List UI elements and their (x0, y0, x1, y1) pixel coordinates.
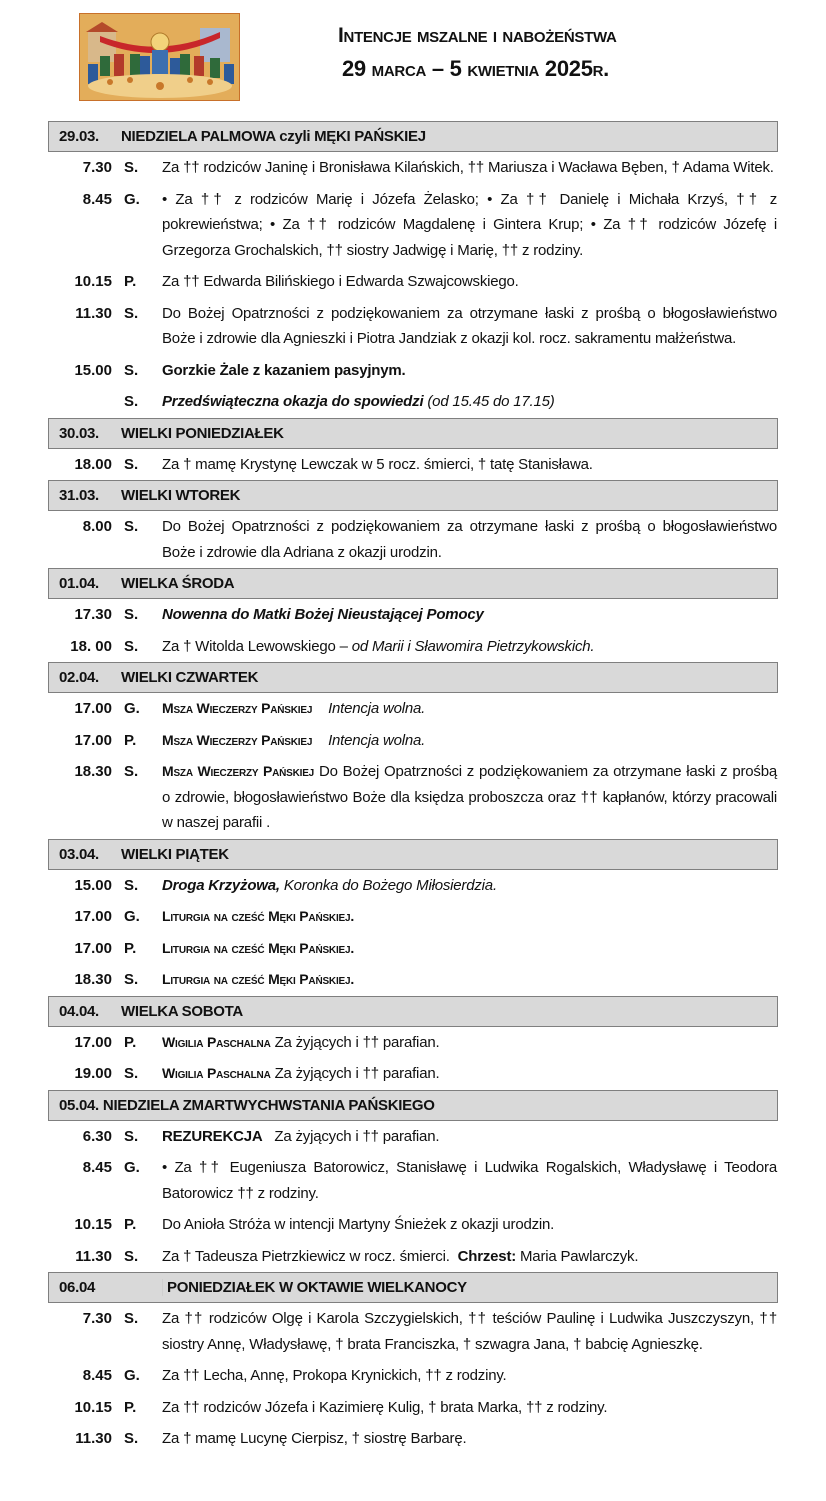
mass-row (48, 184, 778, 267)
mass-row (48, 1241, 778, 1273)
mass-row (48, 1209, 778, 1241)
mass-intention (162, 155, 778, 181)
intention-text: • Za †† z rodziców Marię i Józefa Żelasko; • Za †† Danielę i Michała Krzyś, †† z pokrewieństwa; • Za †† rodziców Magdalenę i Gintera Krup; • Za †† rodziców Józefę i Grzegorza Grochalskich, †† siostry Jadwigę i Marię, †† z rodziny. (162, 190, 777, 259)
mass-time: 8.45 (82, 1367, 112, 1384)
mass-row (48, 1303, 778, 1360)
baptism-label: Chrzest: (457, 1247, 517, 1265)
day-header (48, 662, 778, 693)
day-header (48, 996, 778, 1027)
mass-time: 8.45 (82, 1159, 112, 1176)
mass-place: S. (124, 304, 139, 322)
mass-intention (162, 1306, 778, 1357)
mass-place: S. (124, 455, 139, 473)
mass-intention (162, 967, 778, 993)
mass-place: P. (124, 1033, 137, 1051)
mass-time: 6.30 (82, 1127, 112, 1145)
mass-place: G. (124, 190, 140, 208)
day-header (48, 1272, 778, 1303)
mass-row (48, 599, 778, 631)
mass-time: 18.00 (74, 455, 112, 473)
mass-row (48, 449, 778, 481)
day-date: 03.04. (59, 845, 99, 863)
mass-time: 17.30 (74, 606, 112, 623)
mass-place: P. (124, 939, 137, 957)
intention-text: Do Bożej Opatrzności z podziękowaniem za otrzymane łaski z prośbą o zdrowie, błogosławieństwo Boże dla księdza proboszcza oraz †† kapłanów, którzy pracowali w naszej parafii . (162, 763, 778, 831)
mass-intention (162, 904, 778, 930)
mass-place: S. (124, 763, 139, 780)
day-header (48, 418, 778, 449)
mass-row (48, 511, 778, 568)
day-name: NIEDZIELA ZMARTWYCHWSTANIA PAŃSKIEGO (102, 1096, 435, 1114)
intention-text: Za † Tadeusza Pietrzkiewicz w rocz. śmierci. (162, 1247, 450, 1265)
mass-place: S. (124, 1247, 139, 1265)
liturgy-title: Liturgia na cześć Męki Pańskiej. (162, 939, 355, 956)
mass-intention (162, 1124, 778, 1150)
intention-italic: Intencja wolna. (328, 700, 426, 717)
intention-text: Za †† Edwarda Bilińskiego i Edwarda Szwajcowskiego. (162, 273, 519, 290)
mass-intention (162, 1061, 778, 1087)
mass-time: 11.30 (75, 1247, 112, 1265)
intention-text: Za †† Lecha, Annę, Prokopa Krynickich, †† z rodziny. (162, 1367, 507, 1384)
mass-place: P. (124, 1398, 137, 1416)
page-title (338, 24, 778, 82)
mass-time: 17.00 (74, 939, 112, 957)
intention-text: Za † mamę Lucynę Cierpisz, † siostrę Barbarę. (162, 1430, 467, 1447)
mass-place: S. (124, 1127, 139, 1145)
intention-text: Za żyjących i †† parafian. (274, 1065, 440, 1082)
day-name: WIELKA ŚRODA (121, 575, 235, 592)
mass-intention (162, 358, 778, 384)
day-date: 05.04. (59, 1096, 99, 1114)
liturgy-title: Liturgia na cześć Męki Pańskiej. (162, 908, 355, 924)
intention-text: Do Bożej Opatrzności z podziękowaniem za otrzymane łaski z prośbą o błogosławieństwo Boże i zdrowie dla Adriana z okazji urodzin. (162, 518, 777, 561)
mass-intention (162, 728, 778, 754)
liturgy-title: Msza Wieczerzy Pańskiej (162, 700, 313, 716)
mass-place: S. (124, 1065, 139, 1082)
day-date: 02.04. (59, 669, 99, 686)
mass-time: 10.15 (74, 1398, 112, 1416)
mass-intention (162, 1030, 778, 1056)
intention-text: Do Bożej Opatrzności z podziękowaniem za otrzymane łaski z prośbą o błogosławieństwo Boże i zdrowie dla Agnieszki i Piotra Jandziak z okazji kol. rocz. sakramentu małżeństwa. (162, 304, 777, 347)
intention-text: Za †† rodziców Olgę i Karola Szczygielskich, †† teściów Paulinę i Ludwika Juszczyszyn, †† siostry Annę, Władysławę, † brata Franciszka, † szwagra Jana, † babcię Agnieszkę. (162, 1310, 777, 1353)
mass-time: 17.00 (74, 700, 112, 717)
mass-time: 10.15 (74, 273, 112, 290)
baptism-name: Maria Pawlarczyk. (516, 1247, 639, 1265)
day-date: 29.03. (59, 128, 99, 145)
mass-place: S. (124, 606, 139, 623)
mass-time: 7.30 (82, 1310, 112, 1327)
mass-row (48, 1121, 778, 1153)
day-date: 30.03. (59, 424, 99, 442)
intention-text: • Za †† Eugeniusza Batorowicz, Stanisławę i Ludwika Rogalskich, Władysławę i Teodora Batorowicz †† z rodziny. (162, 1159, 777, 1202)
bold-italic-title: Droga Krzyżowa, (162, 876, 280, 894)
title-line-2: 29 marca – 5 kwietnia 2025r. (342, 56, 609, 81)
last-supper-icon-image (79, 13, 240, 101)
mass-place: G. (124, 700, 140, 717)
mass-schedule (48, 121, 778, 1455)
mass-time: 18.30 (74, 763, 112, 780)
intention-text: Za † Witolda Lewowskiego – (162, 637, 352, 655)
mass-intention (162, 452, 778, 478)
mass-intention (162, 301, 778, 352)
liturgy-title: Liturgia na cześć Męki Pańskiej. (162, 971, 355, 987)
mass-row (48, 355, 778, 387)
mass-place: G. (124, 1159, 140, 1176)
day-header (48, 480, 778, 511)
mass-place: S. (124, 971, 139, 988)
mass-row (48, 266, 778, 298)
mass-intention (162, 1363, 778, 1389)
intention-text: Za żyjących i †† parafian. (274, 1127, 440, 1145)
mass-place: G. (124, 908, 140, 925)
mass-time: 11.30 (75, 304, 112, 322)
mass-intention (162, 269, 778, 295)
mass-time: 18.30 (74, 971, 112, 988)
mass-row (48, 152, 778, 184)
bold-italic-title: Przedświąteczna okazja do spowiedzi (162, 393, 424, 410)
intention-text: Do Anioła Stróża w intencji Martyny Śnieżek z okazji urodzin. (162, 1216, 555, 1233)
mass-time: 8.45 (82, 190, 112, 208)
mass-place: P. (124, 1216, 137, 1233)
mass-row (48, 1392, 778, 1424)
page-header (0, 0, 826, 115)
intention-text: Za †† rodziców Józefa i Kazimierę Kulig, † brata Marka, †† z rodziny. (162, 1398, 608, 1416)
day-name: WIELKA SOBOTA (121, 1002, 243, 1020)
day-header (48, 839, 778, 870)
mass-time: 17.00 (74, 1033, 112, 1051)
day-header (48, 121, 778, 152)
day-date: 31.03. (59, 487, 99, 504)
mass-row (48, 386, 778, 418)
intention-text: Za żyjących i †† parafian. (274, 1033, 440, 1051)
bold-title: REZUREKCJA (162, 1127, 263, 1145)
day-name: WIELKI CZWARTEK (121, 669, 259, 686)
mass-time: 17.00 (74, 908, 112, 925)
day-name: WIELKI PONIEDZIAŁEK (121, 424, 284, 442)
intention-italic: od Marii i Sławomira Pietrzykowskich. (351, 637, 595, 655)
mass-intention (162, 1395, 778, 1421)
mass-row (48, 1058, 778, 1090)
bold-italic-title: Nowenna do Matki Bożej Nieustającej Pomocy (162, 606, 484, 623)
title-line-1: Intencje mszalne i nabożeństwa (338, 24, 617, 47)
mass-intention (162, 514, 778, 565)
mass-time: 7.30 (82, 159, 112, 176)
mass-place: S. (124, 518, 139, 535)
intention-italic: (od 15.45 do 17.15) (423, 393, 555, 410)
mass-time: 15.00 (74, 361, 112, 379)
mass-row (48, 693, 778, 725)
mass-intention (162, 389, 778, 415)
mass-time: 19.00 (74, 1065, 112, 1082)
bold-title: Gorzkie Żale z kazaniem pasyjnym. (162, 361, 406, 379)
mass-intention (162, 1155, 778, 1206)
intention-text: Za † mamę Krystynę Lewczak w 5 rocz. śmierci, † tatę Stanisława. (162, 455, 593, 473)
mass-intention (162, 1244, 778, 1270)
mass-place: P. (124, 731, 137, 749)
mass-intention (162, 602, 778, 628)
mass-intention (162, 1212, 778, 1238)
mass-place: S. (124, 1310, 139, 1327)
mass-intention (162, 187, 778, 264)
mass-row (48, 1152, 778, 1209)
mass-time: 10.15 (74, 1216, 112, 1233)
liturgy-title: Wigilia Paschalna (162, 1033, 271, 1050)
mass-time: 8.00 (82, 518, 112, 535)
mass-row (48, 725, 778, 757)
day-date: 04.04. (59, 1002, 99, 1020)
day-date: 01.04. (59, 575, 99, 592)
day-name: WIELKI WTOREK (121, 487, 241, 504)
mass-row (48, 1027, 778, 1059)
mass-place: G. (124, 1367, 140, 1384)
mass-row (48, 933, 778, 965)
day-name: NIEDZIELA PALMOWA czyli MĘKI PAŃSKIEJ (121, 128, 426, 145)
mass-place: S. (124, 159, 139, 176)
liturgy-title: Msza Wieczerzy Pańskiej (162, 731, 313, 748)
day-header (48, 568, 778, 599)
mass-row (48, 964, 778, 996)
mass-time: 17.00 (74, 731, 112, 749)
mass-time: 18. 00 (70, 637, 112, 655)
mass-place: S. (124, 393, 139, 410)
mass-intention (162, 1426, 778, 1452)
mass-intention (162, 759, 778, 836)
day-header (48, 1090, 778, 1121)
mass-place: P. (124, 273, 137, 290)
mass-row (48, 631, 778, 663)
intention-italic: Koronka do Bożego Miłosierdzia. (279, 876, 497, 894)
last-supper-illustration (80, 14, 240, 101)
day-name: PONIEDZIAŁEK W OKTAWIE WIELKANOCY (167, 1279, 467, 1296)
intention-text: Za †† rodziców Janinę i Bronisława Kilańskich, †† Mariusza i Wacława Bęben, † Adama Witek. (162, 159, 774, 176)
mass-intention (162, 873, 778, 899)
mass-place: S. (124, 361, 139, 379)
mass-row (48, 870, 778, 902)
liturgy-title: Wigilia Paschalna (162, 1065, 271, 1081)
mass-row (48, 1423, 778, 1455)
liturgy-title: Msza Wieczerzy Pańskiej (162, 763, 315, 779)
intention-italic: Intencja wolna. (328, 731, 426, 749)
mass-intention (162, 634, 778, 660)
mass-row (48, 1360, 778, 1392)
mass-time: 15.00 (74, 876, 112, 894)
mass-intention (162, 936, 778, 962)
mass-row (48, 756, 778, 839)
day-name: WIELKI PIĄTEK (121, 845, 229, 863)
day-date: 06.04 (49, 1279, 163, 1296)
mass-place: S. (124, 637, 139, 655)
mass-intention (162, 696, 778, 722)
mass-time: 11.30 (75, 1430, 112, 1447)
mass-row (48, 901, 778, 933)
mass-place: S. (124, 876, 139, 894)
mass-row (48, 298, 778, 355)
mass-place: S. (124, 1430, 139, 1447)
mass-time (48, 389, 124, 415)
